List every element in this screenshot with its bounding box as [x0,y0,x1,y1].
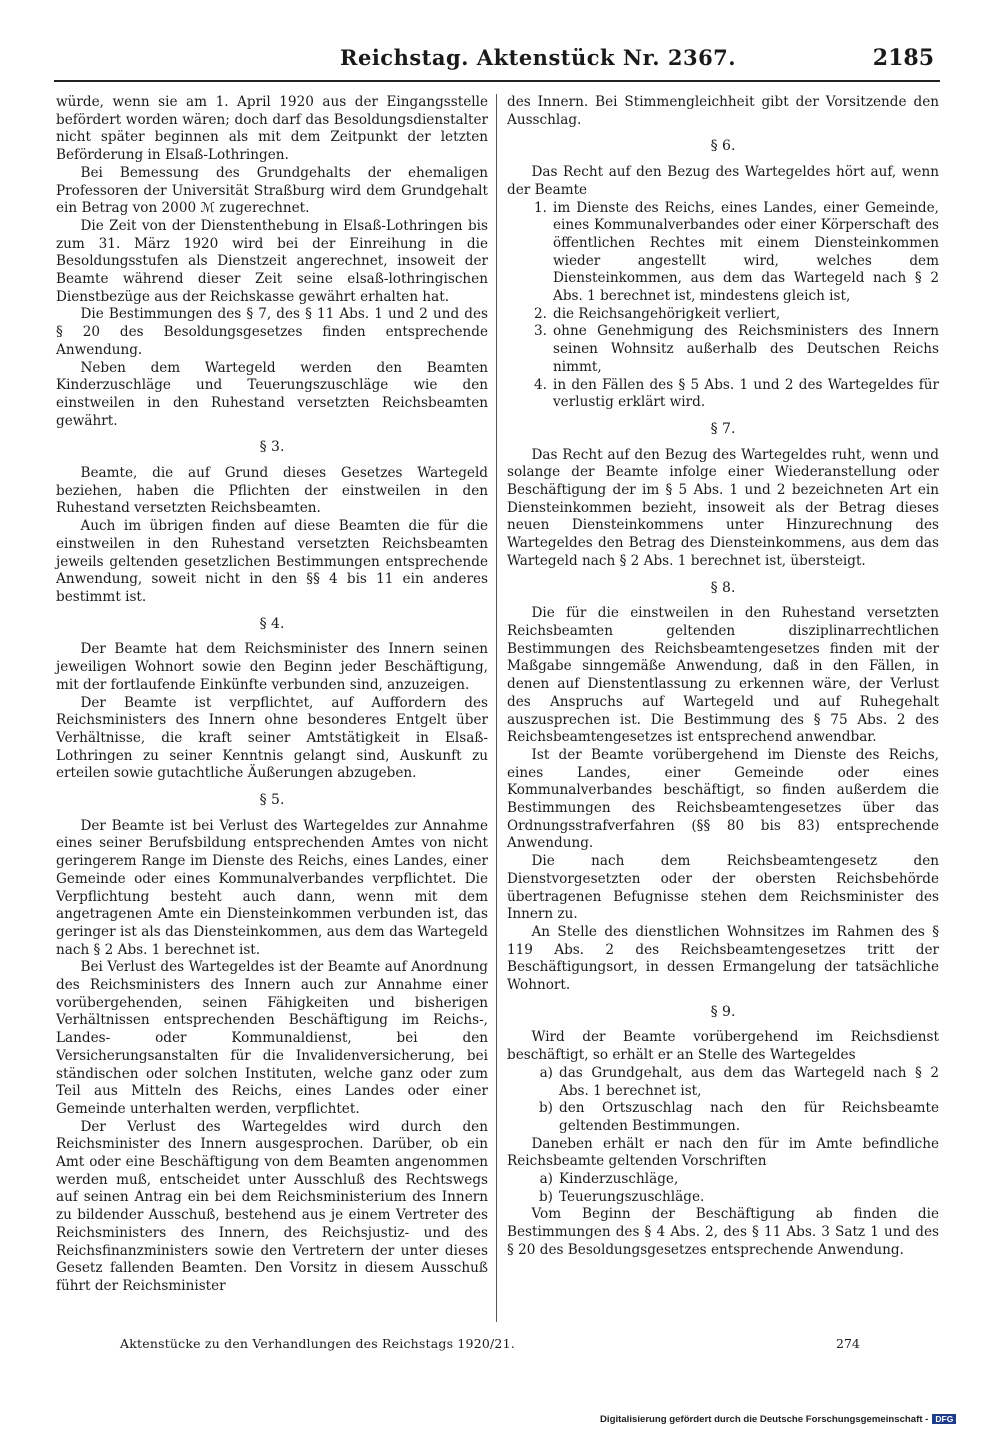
list-item-text: den Ortszuschlag nach den für Reichsbeamte geltenden Bestimmungen. [559,1100,939,1134]
list-marker: b) [538,1188,553,1205]
list-item-text: in den Fällen des § 5 Abs. 1 und 2 des Wartegeldes für verlustig erklärt wird. [553,376,939,411]
list-item [507,323,939,376]
list-item-text: Teuerungszuschläge. [559,1188,705,1205]
paragraph: des Innern. Bei Stimmengleichheit gibt der Vorsitzende den Ausschlag. [507,94,939,128]
lettered-list [507,1171,939,1206]
lettered-list [507,1065,939,1136]
list-item-text: im Dienste des Reichs, eines Landes, einer Gemeinde, eines Kommunalverbandes oder einer Körperschaft des öffentlichen Rechtes mit einem Diensteinkommen wieder angestellt wird, welches dem Diensteinkommen, aus dem das Wartegeld nach § 2 Abs. 1 berechnet ist, mindestens gleich ist, [553,199,939,305]
paragraph: Neben dem Wartegeld werden den Beamten Kinderzuschläge und Teuerungszuschläge wie den einstweilen in den Ruhestand versetzten Reichsbeamten gewährt. [56,359,488,429]
running-title: Reichstag. Aktenstück Nr. 2367. [340,45,737,70]
footer-source: Aktenstücke zu den Verhandlungen des Reichstags 1920/21. [120,1336,515,1351]
list-item-text: ohne Genehmigung des Reichsministers des Innern seinen Wohnsitz außerhalb des Deutschen Reichs nimmt, [553,323,939,375]
list-marker: a) [539,1171,553,1188]
paragraph: Daneben erhält er nach den für im Amte befindliche Reichsbeamte geltenden Vorschriften [507,1135,939,1170]
left-column [56,94,488,1296]
paragraph: Wird der Beamte vorübergehend im Reichsdienst beschäftigt, so erhält er an Stelle des Wartegeldes [507,1029,939,1064]
paragraph: würde, wenn sie am 1. April 1920 aus der Eingangsstelle befördert worden wären; doch darf das Besoldungsdienstalter nicht später beginnen als mit dem Zeitpunkt der letzten Beförderung in Elsaß-Lothringen. [56,94,488,164]
paragraph: An Stelle des dienstlichen Wohnsitzes im Rahmen des § 119 Abs. 2 des Reichsbeamtengesetzes tritt der Beschäftigungsort, in dessen Ermangelung der tatsächliche Wohnort. [507,923,939,994]
paragraph: Das Recht auf den Bezug des Wartegeldes ruht, wenn und solange der Beamte infolge einer Wiederanstellung oder Beschäftigung der im § 5 Abs. 1 und 2 bezeichneten Art ein Diensteinkommen bezieht, insoweit als der Betrag dieses neuen Diensteinkommens unter Hinzurechnung des Wartegeldes den Betrag des Diensteinkommens, aus dem das Wartegeld nach § 2 Abs. 1 berechnet ist, übersteigt. [507,446,939,569]
section-heading-6: § 6. [710,138,736,155]
list-marker: 4. [534,376,547,393]
paragraph: Das Recht auf den Bezug des Wartegeldes hört auf, wenn der Beamte [507,164,939,198]
list-item [507,377,939,412]
list-marker: a) [539,1064,553,1081]
paragraph: Der Beamte ist verpflichtet, auf Auffordern des Reichsministers des Innern ohne besonderes Entgelt über Verhältnisse, die kraft seiner Amtstätigkeit in Elsaß-Lothringen zu seiner Kenntnis gelangt sind, Auskunft zu erteilen sowie gutachtliche Äußerungen abzugeben. [56,694,488,782]
list-marker: 3. [534,323,547,340]
paragraph: Bei Verlust des Wartegeldes ist der Beamte auf Anordnung des Reichsministers des Innern auch zur Annahme einer vorübergehenden, seinen Fähigkeiten und bisherigen Verhältnissen entsprechenden Beschäftigung im Reichs-, Landes- oder Kommunaldienst, bei den Versicherungsanstalten für die Invalidenversicherung, bei ständischen oder solchen Instituten, welche ganz oder zum Teil aus Mitteln des Reichs, eines Landes oder einer Gemeinde unterhalten werden, verpflichtet. [56,959,488,1117]
list-item [507,1171,939,1189]
footer-signature-number: 274 [836,1336,860,1351]
section-heading-3: § 3. [259,439,285,456]
list-item-text: das Grundgehalt, aus dem das Wartegeld nach § 2 Abs. 1 berechnet ist, [559,1064,939,1099]
credit-text: Digitalisierung gefördert durch die Deutsche Forschungsgemeinschaft - [600,1414,929,1425]
list-item-text: Kinderzuschläge, [559,1171,679,1188]
paragraph: Vom Beginn der Beschäftigung ab finden die Bestimmungen des § 4 Abs. 2, des § 11 Abs. 3 Satz 1 und des § 20 des Besoldungsgesetzes entsprechende Anwendung. [507,1206,939,1258]
paragraph: Die für die einstweilen in den Ruhestand versetzten Reichsbeamten geltenden disziplinarrechtlichen Bestimmungen des Reichsbeamtengesetzes finden mit der Maßgabe sinngemäße Anwendung, daß in den Fällen, in denen auf Dienstentlassung zu erkennen wäre, der Verlust des Anspruchs auf Wartegeld und auf Ruhegehalt auszusprechen ist. Die Bestimmung des § 75 Abs. 2 des Reichsbeamtengesetzes ist entsprechend anwendbar. [507,605,939,746]
paragraph: Bei Bemessung des Grundgehalts der ehemaligen Professoren der Universität Straßburg wird dem Grundgehalt ein Betrag von 2000 ℳ zugerechnet. [56,164,488,217]
header-rule [54,80,940,82]
list-item [507,1065,939,1100]
list-item [507,1100,939,1135]
paragraph: Die Bestimmungen des § 7, des § 11 Abs. 1 und 2 und des § 20 des Besoldungsgesetzes finden entsprechende Anwendung. [56,306,488,358]
paragraph: Die nach dem Reichsbeamtengesetz den Dienstvorgesetzten oder der obersten Reichsbehörde übertragenen Befugnisse stehen dem Reichsminister des Innern zu. [507,853,939,923]
page-number: 2185 [872,45,934,71]
right-column [507,94,939,1260]
dfg-logo: DFG [932,1414,956,1424]
list-marker: 1. [534,199,547,216]
list-marker: b) [538,1100,553,1117]
list-item [507,1189,939,1207]
list-item [507,306,939,324]
list-item [507,200,939,306]
digitization-credit [600,1414,956,1425]
paragraph: Ist der Beamte vorübergehend im Dienste des Reichs, eines Landes, einer Gemeinde oder eines Kommunalverbandes beschäftigt, so finden außerdem die Bestimmungen des Reichsbeamtengesetzes über das Ordnungsstrafverfahren (§§ 80 bis 83) entsprechende Anwendung. [507,746,939,852]
paragraph: Beamte, die auf Grund dieses Gesetzes Wartegeld beziehen, haben die Pflichten der einstweilen in den Ruhestand versetzten Reichsbeamten. [56,465,488,517]
paragraph: Die Zeit von der Dienstenthebung in Elsaß-Lothringen bis zum 31. März 1920 wird bei der Einreihung in die Besoldungsstufen als Dienstzeit angerechnet, insoweit der Beamte während dieser Zeit seine elsaß-lothringischen Dienstbezüge aus der Reichskasse gewährt erhalten hat. [56,217,488,305]
section-heading-5: § 5. [259,792,285,809]
section-heading-7: § 7. [710,420,736,437]
list-marker: 2. [534,305,547,322]
paragraph: Auch im übrigen finden auf diese Beamten die für die einstweilen in den Ruhestand versetzten Reichsbeamten jeweils geltenden gesetzlichen Bestimmungen entsprechende Anwendung, soweit nicht in den §§ 4 bis 11 ein anderes bestimmt ist. [56,518,488,605]
list-item-text: die Reichsangehörigkeit verliert, [553,305,781,322]
numbered-list [507,200,939,412]
section-heading-4: § 4. [259,615,285,632]
section-heading-8: § 8. [710,579,736,596]
column-divider [496,94,497,1322]
paragraph: Der Beamte ist bei Verlust des Wartegeldes zur Annahme eines seiner Berufsbildung entsprechenden Amtes von nicht geringerem Range im Dienste des Reichs, eines Landes, einer Gemeinde oder eines Kommunalverbandes verpflichtet. Die Verpflichtung besteht auch dann, wenn mit dem angetragenen Amte ein Diensteinkommen verbunden ist, das geringer ist als das Diensteinkommen, aus dem das Wartegeld nach § 2 Abs. 1 berechnet ist. [56,817,488,958]
paragraph: Der Verlust des Wartegeldes wird durch den Reichsminister des Innern ausgesprochen. Darüber, ob ein Amt oder eine Beschäftigung von dem Beamten angenommen werden muß, entscheidet unter Ausschluß des Rechtswegs auf seinen Antrag ein bei dem Reichsministerium des Innern zu bildender Ausschuß, bestehend aus je einem Vertreter des Reichsministers des Innern, des Reichsjustiz- und des Reichsfinanzministers sowie den Vertretern der unter dieses Gesetz fallenden Beamten. Den Vorsitz in diesem Ausschuß führt der Reichsminister [56,1118,488,1294]
section-heading-9: § 9. [710,1003,736,1020]
paragraph: Der Beamte hat dem Reichsminister des Innern seinen jeweiligen Wohnort sowie den Beginn jeder Beschäftigung, mit der fortlaufende Einkünfte verbunden sind, anzuzeigen. [56,641,488,693]
